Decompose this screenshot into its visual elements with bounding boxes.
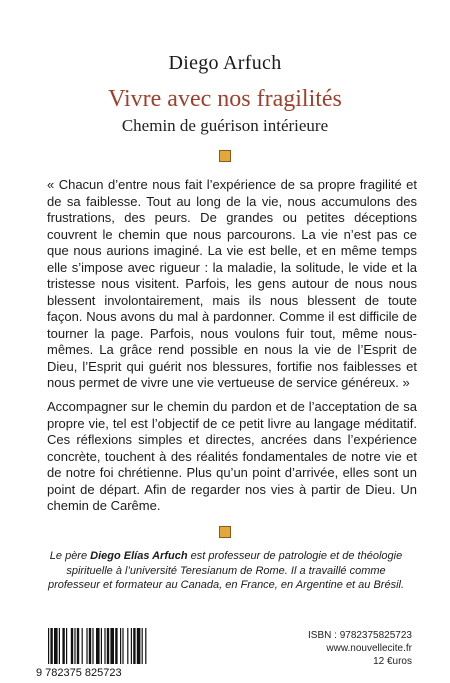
bio-rest: est professeur de patrologie et de théologie spirituelle à l’université Teresianum de Rome. Il a travaillé comme professeur et formateur au Canada, en France, en Argentine et au Brésil. xyxy=(47,550,405,591)
barcode-bar xyxy=(54,628,58,664)
barcode-bar xyxy=(122,628,123,664)
barcode-bar xyxy=(131,628,132,664)
barcode-bar xyxy=(62,628,64,664)
barcode-bar xyxy=(101,628,102,664)
book-price: 12 €uros xyxy=(373,656,412,667)
barcode-bar xyxy=(59,628,60,664)
book-subtitle: Chemin de guérison intérieure xyxy=(121,116,329,135)
bio-name: Diego Elías Arfuch xyxy=(90,550,188,562)
barcode-bar xyxy=(145,628,146,664)
publisher-website: www.nouvellecite.fr xyxy=(326,643,412,654)
ornament-square xyxy=(219,150,231,162)
barcode-bar xyxy=(74,628,75,664)
ornament-square xyxy=(219,526,231,538)
barcode-digits: 9 782375 825723 xyxy=(36,667,122,678)
isbn-barcode xyxy=(34,628,234,678)
description-paragraph: Accompagner sur le chemin du pardon et de l’acceptation de sa propre vie, tel est l’objectif de ce petit livre au langage méditatif. Ces réflexions simples et directes, ancrées dans l’expérience concrète, touchent à des réalités fondamentales de notre vie et de notre foi chrétienne. Plus qu’un point d’arrivée, elles sont un point de départ. Afin de regarder nos vies à partir de Dieu. Un chemin de Carême. xyxy=(47,399,417,513)
quote-paragraph: « Chacun d’entre nous fait l’expérience de sa propre fragilité et de sa faiblesse. Tout au long de la vie, nous accumulons des frustrations, des peurs. De grandes ou petites déceptions couvrent le chemin que nous parcourons. La vie n’est pas ce que nous aurions imaginé. La vie est belle, et en même temps elle s’impose avec rigueur : la maladie, la solitude, le vide et la tristesse nous visitent. Parfois, les gens autour de nous nous blessent involontairement, mais ils nous blessent de toute façon. Nous avons du mal à pardonner. Comme il est difficile de tourner la page. Parfois, nous voulons fuir tout, même nous-mêmes. La grâce rend possible en nous la vie de l’Esprit de Dieu, l’Esprit qui guérit nos blessures, fortifie nos faiblesses et nous permet de vivre une vie vertueuse de service généreux. » xyxy=(47,177,417,390)
author-name: Diego Arfuch xyxy=(168,52,282,74)
isbn-number: ISBN : 9782375825723 xyxy=(308,630,412,641)
barcode-bar xyxy=(104,628,105,664)
publisher-info xyxy=(308,629,412,668)
barcode-bar xyxy=(71,628,73,664)
bio-prefix: Le père xyxy=(49,550,91,562)
barcode-bar xyxy=(48,628,49,664)
barcode-bar xyxy=(133,628,135,664)
author-bio xyxy=(40,549,412,593)
barcode-bar xyxy=(142,628,143,664)
barcode-bar xyxy=(86,628,87,664)
book-title: Vivre avec nos fragilités xyxy=(108,86,342,112)
barcode-bar xyxy=(82,628,83,664)
barcode-bars xyxy=(48,628,146,664)
barcode-bar xyxy=(66,628,67,664)
barcode-bar xyxy=(110,628,114,664)
barcode-bar xyxy=(120,628,121,664)
barcode-bar xyxy=(115,628,117,664)
barcode-bar xyxy=(50,628,52,664)
barcode-bar xyxy=(77,628,79,664)
barcode-bar xyxy=(137,628,141,664)
barcode-bar xyxy=(107,628,109,664)
barcode-bar xyxy=(96,628,100,664)
barcode-bar xyxy=(127,628,128,664)
barcode-bar xyxy=(89,628,91,664)
barcode-bar xyxy=(92,628,93,664)
